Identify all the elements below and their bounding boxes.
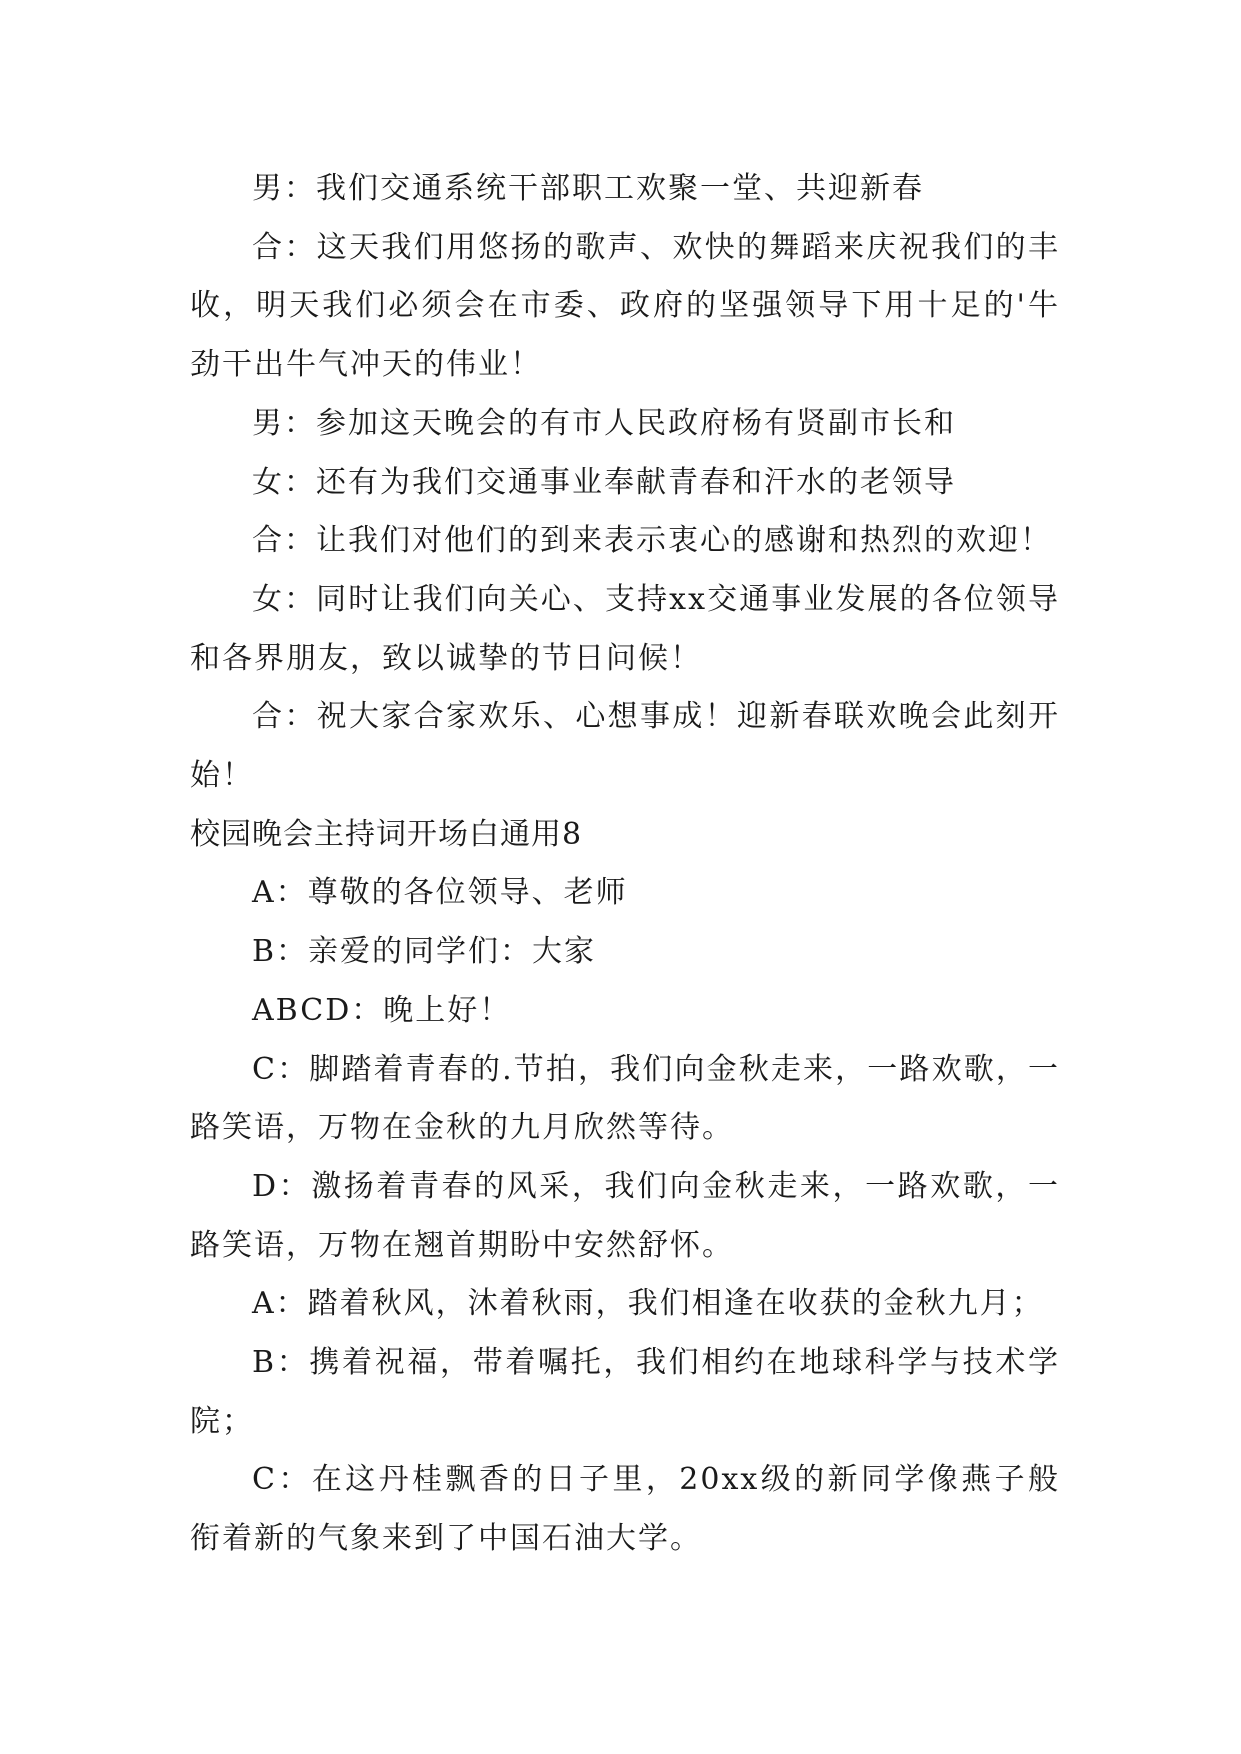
- paragraph: C：在这丹桂飘香的日子里，20xx级的新同学像燕子般衔着新的气象来到了中国石油大学。: [190, 1462, 1060, 1557]
- paragraph: 女：同时让我们向关心、支持xx交通事业发展的各位领导和各界朋友，致以诚挚的节日问候！: [190, 581, 1060, 676]
- paragraph: 合：这天我们用悠扬的歌声、欢快的舞蹈来庆祝我们的丰收，明天我们必须会在市委、政府的坚强领导下用十足的'牛劲干出牛气冲天的伟业！: [190, 229, 1060, 383]
- document-body: [190, 160, 1060, 1569]
- paragraph: 男：参加这天晚会的有市人民政府杨有贤副市长和: [252, 405, 956, 441]
- paragraph: 合：祝大家合家欢乐、心想事成！迎新春联欢晚会此刻开始！: [190, 699, 1060, 794]
- paragraph: 男：我们交通系统干部职工欢聚一堂、共迎新春: [252, 171, 924, 206]
- paragraph: B：携着祝福，带着嘱托，我们相约在地球科学与技术学院；: [190, 1345, 1060, 1439]
- paragraph: D：激扬着青春的风采，我们向金秋走来，一路欢歌，一路笑语，万物在翘首期盼中安然舒怀。: [190, 1168, 1060, 1263]
- paragraph: C：脚踏着青春的.节拍，我们向金秋走来，一路欢歌，一路笑语，万物在金秋的九月欣然等待。: [190, 1051, 1060, 1146]
- paragraph: 女：还有为我们交通事业奉献青春和汗水的老领导: [252, 464, 956, 500]
- paragraph: B：亲爱的同学们：大家: [252, 934, 597, 970]
- paragraph: A：尊敬的各位领导、老师: [252, 875, 628, 911]
- paragraph: A：踏着秋风，沐着秋雨，我们相逢在收获的金秋九月；: [252, 1286, 1044, 1322]
- paragraph: ABCD：晚上好！: [252, 992, 512, 1028]
- section-title: 校园晚会主持词开场白通用8: [190, 816, 583, 852]
- paragraph: 合：让我们对他们的到来表示衷心的感谢和热烈的欢迎！: [252, 523, 1052, 559]
